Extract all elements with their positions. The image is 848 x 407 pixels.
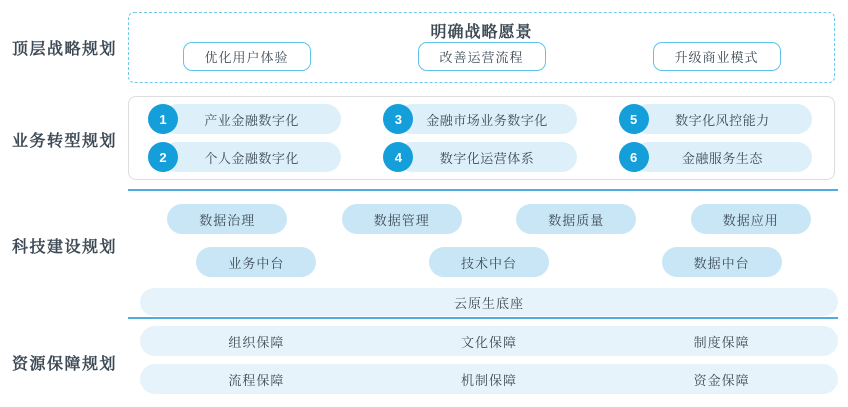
item-number-badge: 1 bbox=[148, 104, 178, 134]
resource-label-organization: 组织保障 bbox=[228, 334, 285, 350]
item-pill: 数字化风控能力 bbox=[633, 104, 812, 134]
tech-pill-data-application: 数据应用 bbox=[691, 204, 811, 234]
item-pill: 个人金融数字化 bbox=[162, 142, 341, 172]
item-number-badge: 3 bbox=[383, 104, 413, 134]
tech-platform-pill-row bbox=[140, 247, 838, 277]
top-strategy-panel bbox=[128, 12, 835, 83]
section-label-resource-guarantee: 资源保障规划 bbox=[12, 356, 118, 373]
tech-pill-data-quality: 数据质量 bbox=[516, 204, 636, 234]
vision-button-business-model: 升级商业模式 bbox=[653, 42, 781, 71]
numbered-item-6 bbox=[619, 142, 812, 172]
section-divider bbox=[128, 317, 838, 319]
item-pill: 数字化运营体系 bbox=[397, 142, 576, 172]
item-pill: 金融市场业务数字化 bbox=[397, 104, 576, 134]
tech-pill-data-middle-platform: 数据中台 bbox=[662, 247, 782, 277]
item-pill: 产业金融数字化 bbox=[162, 104, 341, 134]
numbered-item-5 bbox=[619, 104, 812, 134]
tech-pill-data-management: 数据管理 bbox=[342, 204, 462, 234]
tech-pill-business-middle-platform: 业务中台 bbox=[196, 247, 316, 277]
resource-label-culture: 文化保障 bbox=[460, 334, 517, 350]
tech-pill-technology-middle-platform: 技术中台 bbox=[429, 247, 549, 277]
section-label-top-strategy: 顶层战略规划 bbox=[12, 41, 118, 58]
resource-label-mechanism: 机制保障 bbox=[460, 372, 517, 388]
vision-button-user-experience: 优化用户体验 bbox=[183, 42, 311, 71]
vision-button-row bbox=[129, 42, 834, 71]
resource-label-process: 流程保障 bbox=[228, 372, 285, 388]
item-number-badge: 2 bbox=[148, 142, 178, 172]
numbered-item-2 bbox=[148, 142, 341, 172]
vision-title: 明确战略愿景 bbox=[430, 24, 533, 41]
item-number-badge: 5 bbox=[619, 104, 649, 134]
cloud-native-base-pill: 云原生底座 bbox=[140, 288, 838, 316]
numbered-item-1 bbox=[148, 104, 341, 134]
resource-pill-row-1 bbox=[140, 326, 838, 356]
tech-pill-data-governance: 数据治理 bbox=[167, 204, 287, 234]
vision-button-operation-process: 改善运营流程 bbox=[418, 42, 546, 71]
item-number-badge: 4 bbox=[383, 142, 413, 172]
tech-data-pill-row bbox=[140, 204, 838, 234]
item-pill: 金融服务生态 bbox=[633, 142, 812, 172]
business-transform-panel bbox=[128, 96, 835, 180]
section-label-business-transform: 业务转型规划 bbox=[12, 133, 118, 150]
resource-pill-row-2 bbox=[140, 364, 838, 394]
resource-label-institution: 制度保障 bbox=[693, 334, 750, 350]
section-label-tech-build: 科技建设规划 bbox=[12, 239, 118, 256]
section-divider bbox=[128, 189, 838, 191]
numbered-item-4 bbox=[383, 142, 576, 172]
resource-label-funds: 资金保障 bbox=[693, 372, 750, 388]
item-number-badge: 6 bbox=[619, 142, 649, 172]
numbered-item-3 bbox=[383, 104, 576, 134]
